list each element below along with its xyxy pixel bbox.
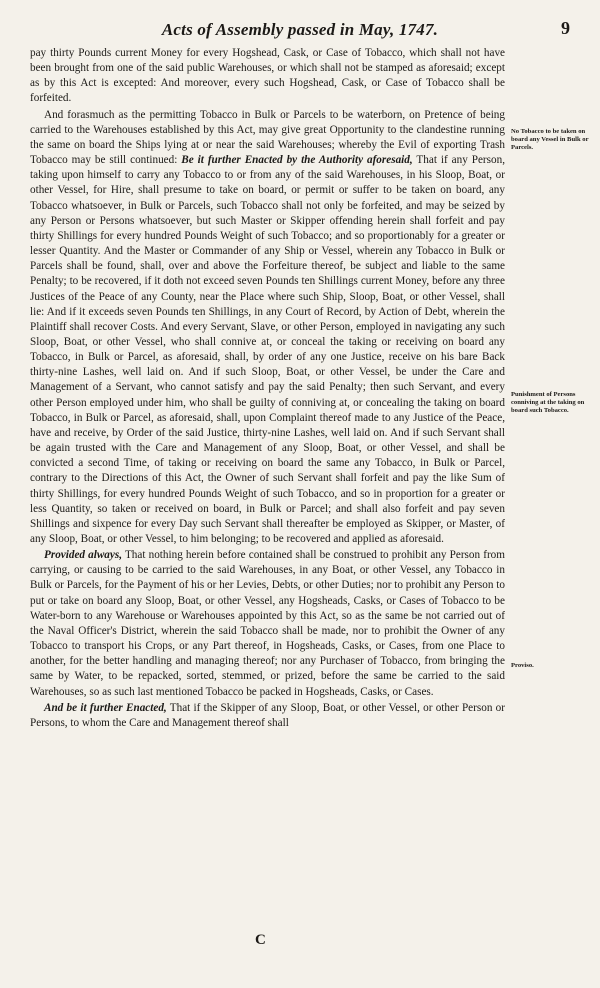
- proviso-clause: Provided always,: [44, 549, 123, 562]
- signature-mark: C: [255, 932, 266, 948]
- enacting-clause: Be it further Enacted by the Authority aforesaid,: [181, 154, 413, 167]
- paragraph-continuation: That if the Skipper of any Sloop, Boat, or other Vessel, or other Person or Persons, to whom the Care and Management thereof shall: [30, 701, 505, 729]
- margin-note-proviso: Proviso.: [511, 662, 534, 669]
- paragraph-1: [30, 46, 505, 107]
- paragraph-4: [30, 701, 505, 731]
- running-title: Acts of Assembly passed in May, 1747.: [161, 20, 439, 39]
- enacting-clause: And be it further Enacted,: [44, 701, 167, 714]
- body-text: [30, 46, 505, 731]
- paragraph-text: And forasmuch as the permitting Tobacco in Bulk or Parcels to be waterborn, on Pretence of being carried to the Warehouses established by this Act, may give great Opportunity to the clandestine running the same on board the Ships lying at or near the said Warehouses; whereby the Evil of exporting Trash Tobacco may be still continued:: [30, 108, 505, 167]
- paragraph-3: [30, 548, 505, 700]
- margin-note-tobacco-bulk: No Tobacco to be taken on board any Vessel in Bulk or Parcels.: [511, 128, 589, 152]
- paragraph-continuation: That nothing herein before contained shall be construed to prohibit any Person from carrying, or causing to be carried to the said Warehouses, in any Boat, or other Vessel, any Tobacco in Bulk or Parcels, for the Payment of his or her Levies, Debts, or other Duties; nor to prohibit any Person to put or take on board any Sloop, Boat, or other Vessel, any Hogsheads, Casks, or Cases of Tobacco to be Water-born to any Warehouse or Warehouses appointed by this Act, so as the same be not carried out of the Naval Officer's District, wherein the said Tobacco shall be made, nor to prohibit the Owner of any Tobacco to transport his Crops, or any Part thereof, in Hogsheads, Casks, or Cases, from one Place to another, for the better handling and managing thereof; nor any Purchaser of Tobacco, from bringing the same by Water, to be repacked, sorted, stemmed, or prized, before the same be carried to the said Warehouses, so as such last mentioned Tobacco be packed in Hogsheads, Casks, or Cases.: [30, 549, 505, 698]
- paragraph-continuation: That if any Person, taking upon himself to carry any Tobacco to or from any of the said Warehouses, in his Sloop, Boat, or other Vessel, for Hire, shall presume to take on board, or permit or suffer to be taken on board, any Tobacco whatsoever, in Bulk or Parcels, such Tobacco shall not only be forfeited, and may be seized by any Person or Persons whatsoever, but such Master or Skipper offending herein shall forfeit and pay thirty Shillings for every hundred Pounds Weight of such Tobacco; and so proportionably for a greater or lesser Quantity. And the Master or Commander of any Ship or Vessel, wherein any Tobacco in Bulk or Parcels shall be found, shall, over and above the Forfeiture thereof, be subject and liable to the same Penalty; to be recovered, if it doth not exceed seven Pounds ten Shillings current Money, before any three Justices of the Peace of any County, near the Place where such Ship, Sloop, Boat, or other Vessel, shall lie: And if it exceeds seven Pounds ten Shillings, in any Court of Record, by Action of Debt, wherein the Plaintiff shall recover Costs. And every Servant, Slave, or other Person, employed in navigating any such Sloop, Boat, or other Vessel, who shall connive at, or conceal the taking or receiving on board any Tobacco, in Bulk or Parcel, as aforesaid, shall, by order of any one Justice, receive on his bare Back thirty-nine Lashes, well laid on. And if such Sloop, Boat, or other Vessel, be under the Care and Management of a Servant, who cannot satisfy and pay the said Penalty; then such Servant, and every other Person employed under him, who shall be guilty of conniving at, or concealing the taking on board Tobacco, in Bulk or Parcel, as aforesaid, shall, upon Complaint thereof made to any Justice of the Peace, have and receive, by Order of the said Justice, thirty-nine Lashes, well laid on. And if such Servant shall be again trusted with the Care and Management of any Sloop, Boat, or other Vessel, and shall be convicted a second Time, of taking or receiving on board the same any Tobacco, in Bulk or Parcel, contrary to the Directions of this Act, the Owner of such Servant shall forfeit and pay the like Sum of thirty Shillings, for every hundred Pounds Weight of such Tobacco, and so in proportion for a greater or less Quantity, so taken or received on board, in Bulk or Parcel; and shall also forfeit and pay seven Shillings and sixpence for every Day such Servant shall thereafter be employed as Skipper, or Master, of any Sloop, Boat, or other Vessel, to him belonging; to be recovered and applied as aforesaid.: [30, 154, 505, 545]
- paragraph-text: pay thirty Pounds current Money for every Hogshead, Cask, or Case of Tobacco, which shall not have been brought from one of the said public Warehouses, or which shall not be stamped as aforesaid; except as by this Act is excepted: And moreover, every such Hogshead, Cask, or Case of Tobacco shall be forfeited.: [30, 47, 505, 105]
- page-number: 9: [561, 18, 570, 38]
- margin-note-punishment: Punishment of Persons conniving at the taking on board such Tobacco.: [511, 391, 585, 415]
- paragraph-2: [30, 108, 505, 548]
